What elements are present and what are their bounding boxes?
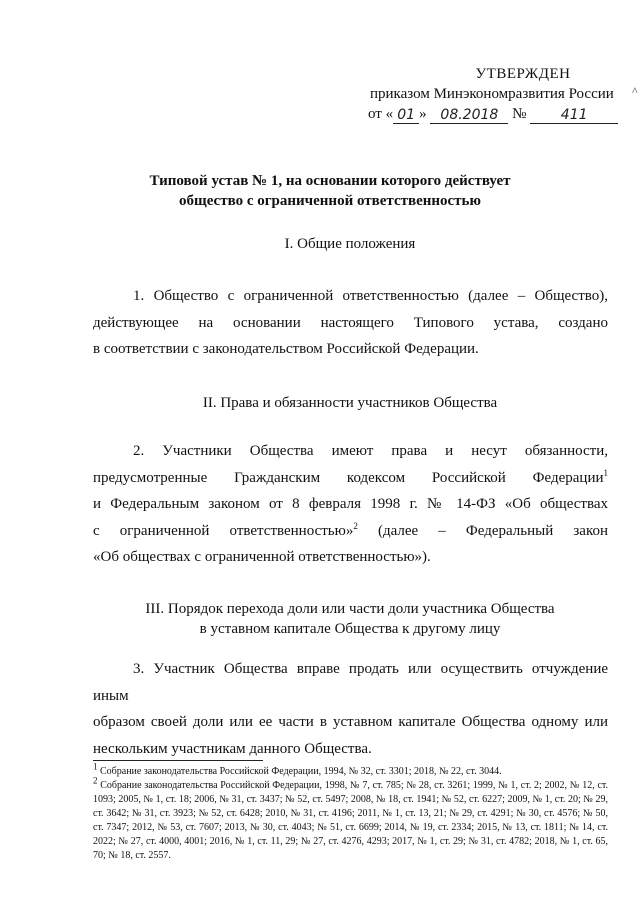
footnote-2 (93, 775, 608, 863)
approval-stamp (360, 64, 620, 124)
section-heading-3 (80, 599, 620, 639)
paragraph-2-line-1: 2. Участники Общества имеют права и несут обязанности, (133, 443, 608, 459)
handwritten-order-number: 411 (530, 107, 618, 124)
section-3-line-2: в уставном капитале Общества к другому лицу (199, 621, 501, 637)
footnote-1-text: Собрание законодательства Российской Федерации, 1994, № 32, ст. 3301; 2018, № 22, ст. 3044. (97, 766, 502, 777)
paragraph-2-line-4 (93, 518, 608, 545)
footnote-1 (93, 761, 608, 779)
paragraph-2-line-2-text: предусмотренные Гражданским кодексом Российской Федерации (93, 469, 604, 486)
approval-order-line: приказом Минэкономразвития России (370, 86, 614, 102)
footnote-divider (93, 760, 263, 761)
paragraph-3-line-1: 3. Участник Общества вправе продать или осуществить отчуждение иным (93, 661, 608, 704)
paragraph-2-line-4-text-a: с ограниченной ответственностью» (93, 522, 354, 539)
section-3-line-1: III. Порядок перехода доли или части доли участника Общества (145, 601, 555, 617)
footnote-ref-1: 1 (603, 467, 608, 478)
paragraph-2-line-4-text-b: (далее – Федеральный закон (357, 522, 609, 539)
paragraph-2-line-5: «Об обществах с ограниченной ответственностью»). (93, 549, 431, 565)
paragraph-2-line-2 (93, 465, 608, 492)
title-line-2: общество с ограниченной ответственностью (179, 193, 481, 209)
paragraph-2-line-3: и Федеральным законом от 8 февраля 1998 г. № 14-ФЗ «Об обществах (93, 496, 608, 512)
section-heading-1: I. Общие положения (284, 236, 416, 252)
paragraph-2 (93, 438, 608, 571)
paragraph-3 (93, 656, 608, 762)
document-title (80, 171, 580, 211)
title-line-1: Типовой устав № 1, на основании которого действует (149, 173, 511, 189)
section-heading-2: II. Права и обязанности участников Общества (202, 395, 498, 411)
date-prefix: от « (368, 106, 394, 122)
edge-mark: ^ (632, 84, 638, 98)
paragraph-1-line-2: действующее на основании настоящего Типового устава, создано (93, 314, 608, 331)
date-quote-close: » (419, 106, 427, 122)
footnote-1-marker: 1 (93, 761, 98, 772)
handwritten-month-year: 08.2018 (430, 107, 508, 124)
paragraph-1-line-1: 1. Общество с ограниченной ответственностью (далее – Общество), (133, 288, 608, 304)
paragraph-3-line-3: нескольким участникам данного Общества. (93, 740, 372, 757)
footnote-2-marker: 2 (93, 775, 98, 786)
number-label: № (512, 106, 527, 122)
footnote-ref-2: 2 (353, 520, 358, 531)
handwritten-day: 01 (393, 107, 419, 124)
paragraph-1 (93, 283, 608, 363)
approval-date-line (360, 104, 620, 124)
paragraph-1-line-3: в соответствии с законодательством Российской Федерации. (93, 341, 479, 357)
footnote-2-text: Собрание законодательства Российской Федерации, 1998, № 7, ст. 785; № 28, ст. 3261; 1999, № 1, ст. 2; 2002, № 12, ст. 1093; 2005, № 1, ст. 18; 2006, № 31, ст. 3437; № 52, ст. 5497; 2008, № 18, ст. 1941; № 52, ст. 6227; 2009, № 1, ст. 20; № 29, ст. 3642; № 31, ст. 3923; № 52, ст. 6428; 2010, № 31, ст. 4196; 2011, № 1, ст. 13, 21; № 29, ст. 4291; № 30, ст. 4576; № 50, ст. 7347; 2012, № 53, ст. 7607; 2013, № 30, ст. 4043; № 51, ст. 6699; 2014, № 19, ст. 2334; 2015, № 13, ст. 1811; № 14, ст. 2022; № 27, ст. 4000, 4001; 2016, № 1, ст. 11, 29; № 27, ст. 4276, 4293; 2017, № 1, ст. 29; № 31, ст. 4782; 2018, № 1, ст. 65, 70; № 18, ст. 2557. (93, 780, 608, 861)
approval-heading: УТВЕРЖДЕН (475, 66, 571, 82)
paragraph-3-line-2: образом своей доли или ее части в уставном капитале Общества одному или (93, 714, 608, 730)
